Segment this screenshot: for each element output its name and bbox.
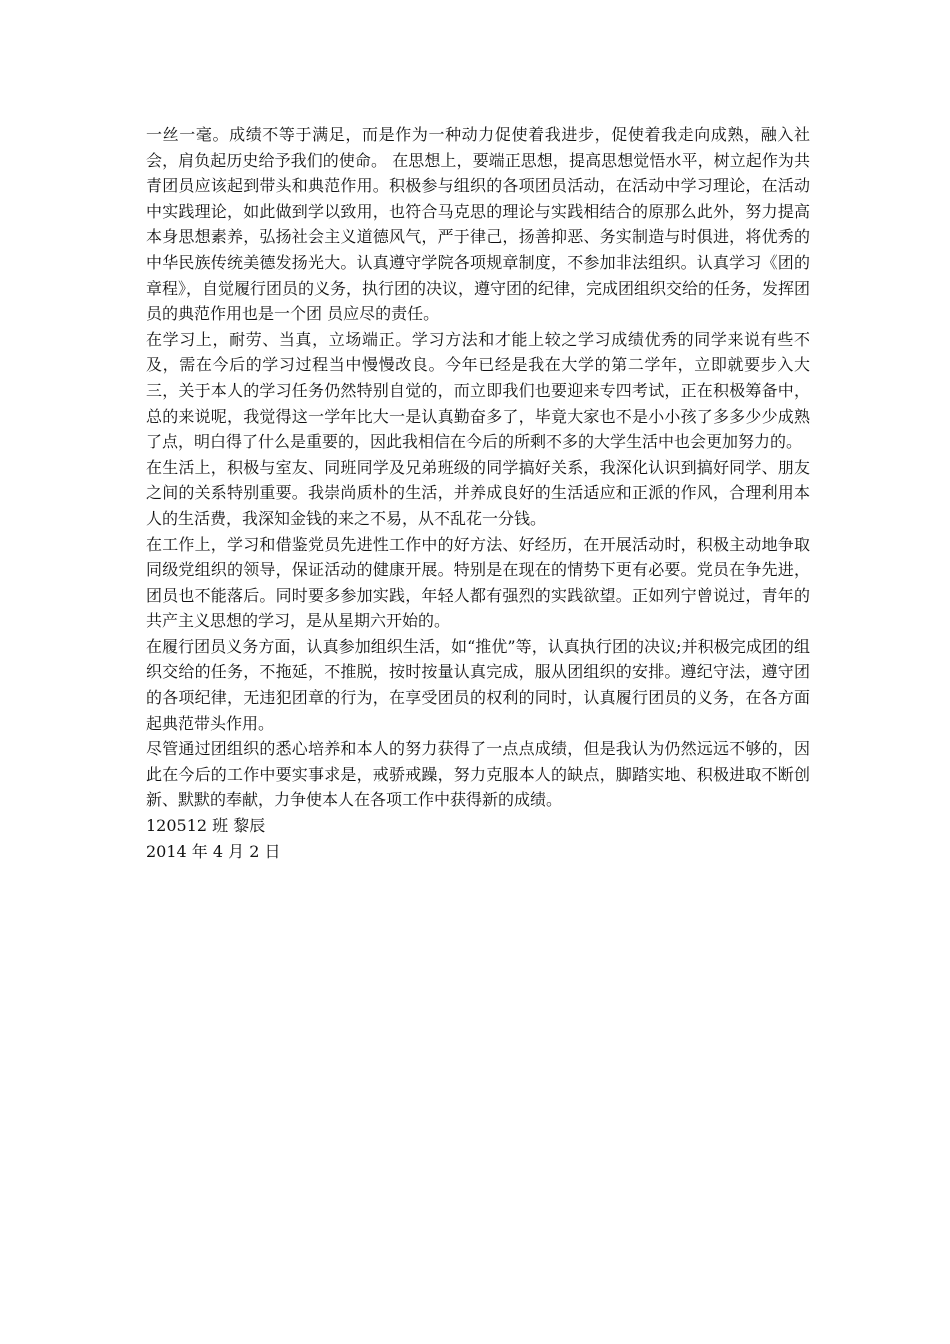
paragraph-duty: 在履行团员义务方面，认真参加组织生活，如“推优”等，认真执行团的决议;并积极完成团的组织交给的任务，不拖延，不推脱，按时按量认真完成，服从团组织的安排。遵纪守法，遵守团的各项纪律，无违犯团章的行为，在享受团员的权利的同时，认真履行团员的义务，在各方面起典范带头作用。 (146, 636, 810, 733)
paragraph-life: 在生活上，积极与室友、同班同学及兄弟班级的同学搞好关系，我深化认识到搞好同学、朋友之间的关系特别重要。我崇尚质朴的生活，并养成良好的生活适应和正派的作风，合理利用本人的生活费，我深知金钱的来之不易，从不乱花一分钱。 (146, 457, 810, 528)
paragraph-work: 在工作上，学习和借鉴党员先进性工作中的好方法、好经历，在开展活动时，积极主动地争取同级党组织的领导，保证活动的健康开展。特别是在现在的情势下更有必要。党员在争先进，团员也不能落后。同时要多参加实践，年轻人都有强烈的实践欲望。正如列宁曾说过，青年的共产主义思想的学习，是从星期六开始的。 (146, 534, 810, 631)
paragraph-intro: 一丝一毫。成绩不等于满足，而是作为一种动力促使着我进步，促使着我走向成熟，融入社会，肩负起历史给予我们的使命。 在思想上，要端正思想，提高思想觉悟水平，树立起作为共青团员应该起到带头和典范作用。积极参与组织的各项团员活动，在活动中学习理论，在活动中实践理论，如此做到学以致用，也符合马克思的理论与实践相结合的原那么此外，努力提高本身思想素养，弘扬社会主义道德风气，严于律己，扬善抑恶、务实制造与时俱进，将优秀的中华民族传统美德发扬光大。认真遵守学院各项规章制度，不参加非法组织。认真学习《团的章程》，自觉履行团员的义务，执行团的决议，遵守团的纪律，完成团组织交给的任务，发挥团员的典范作用也是一个团 员应尽的责任。 (146, 125, 811, 324)
paragraph-conclusion: 尽管通过团组织的悉心培养和本人的努力获得了一点点成绩，但是我认为仍然远远不够的，因此在今后的工作中要实事求是，戒骄戒躁，努力克服本人的缺点，脚踏实地、积极进取不断创新、默默的奉献，力争使本人在各项工作中获得新的成绩。 (146, 739, 810, 810)
paragraph-study: 在学习上，耐劳、当真，立场端正。学习方法和才能上较之学习成绩优秀的同学来说有些不及，需在今后的学习过程当中慢慢改良。今年已经是我在大学的第二学年，立即就要步入大三，关于本人的学习任务仍然特别自觉的，而立即我们也要迎来专四考试，正在积极筹备中，总的来说呢，我觉得这一学年比大一是认真勤奋多了，毕竟大家也不是小小孩了多多少少成熟了点，明白得了什么是重要的，因此我相信在今后的所剩不多的大学生活中也会更加努力的。 (146, 329, 810, 452)
signature-line: 120512 班 黎辰 (146, 816, 266, 836)
date-line: 2014 年 4 月 2 日 (146, 841, 281, 861)
document-body (146, 122, 810, 864)
